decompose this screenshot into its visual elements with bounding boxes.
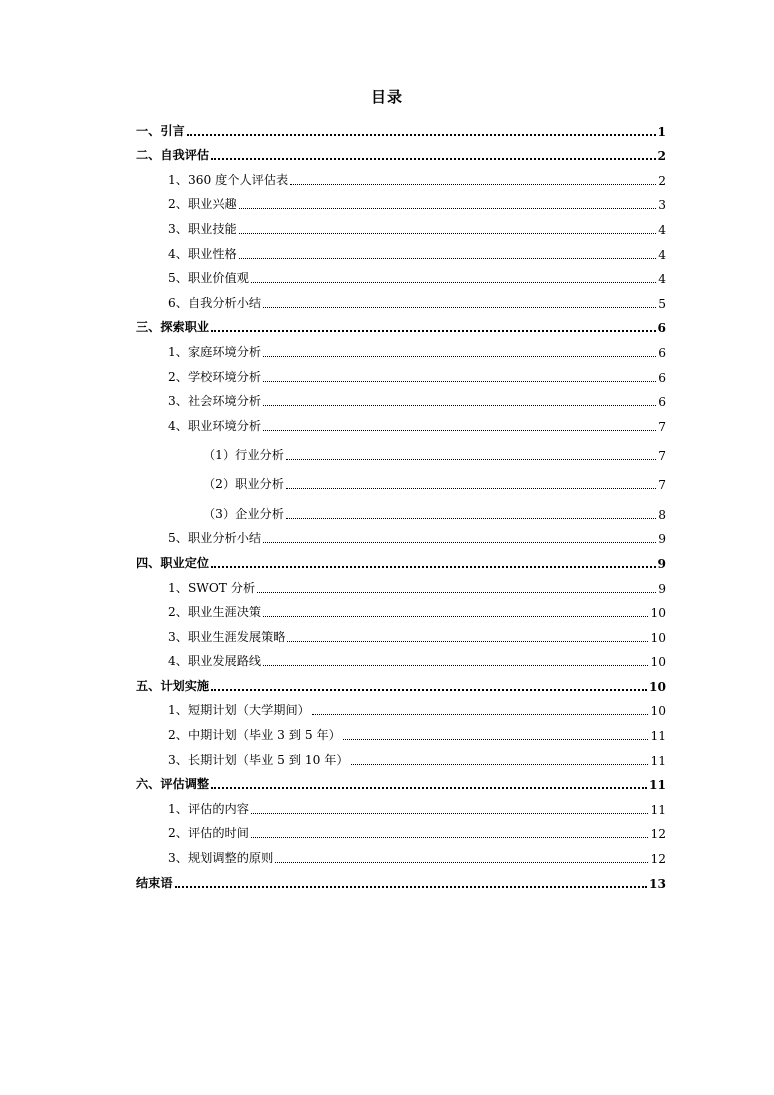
toc-dot-leader <box>263 307 656 308</box>
toc-entry-label: （1）行业分析 <box>203 447 284 462</box>
toc-entry-page-number: 4 <box>658 222 666 237</box>
toc-entry[interactable] <box>136 190 666 215</box>
toc-entry-label: 1、评估的内容 <box>168 801 249 816</box>
toc-entry-label: （2）职业分析 <box>203 476 284 491</box>
toc-entry-page-number: 10 <box>650 606 666 621</box>
toc-entry[interactable] <box>136 264 666 289</box>
toc-entry[interactable] <box>136 598 666 623</box>
toc-entry-label: 3、社会环境分析 <box>168 394 262 409</box>
toc-dot-leader <box>175 886 647 888</box>
toc-entry[interactable] <box>136 868 666 893</box>
toc-entry-label: 3、职业技能 <box>168 221 237 236</box>
toc-entry-label: 五、计划实施 <box>136 678 210 693</box>
toc-entry-label: 4、职业环境分析 <box>168 418 262 433</box>
toc-entry-page-number: 10 <box>649 679 666 694</box>
toc-entry-label: 1、360 度个人评估表 <box>168 172 289 187</box>
toc-dot-leader <box>239 258 657 259</box>
toc-dot-leader <box>263 405 656 406</box>
toc-entry-label: 4、职业发展路线 <box>168 654 262 669</box>
toc-entry-page-number: 2 <box>658 173 666 188</box>
toc-dot-leader <box>286 488 656 489</box>
toc-entry[interactable] <box>136 794 666 819</box>
toc-entry[interactable] <box>136 720 666 745</box>
toc-entry-page-number: 11 <box>650 753 666 768</box>
toc-entry-page-number: 10 <box>650 655 666 670</box>
toc-entry-label: 2、评估的时间 <box>168 826 249 841</box>
toc-dot-leader <box>239 208 657 209</box>
toc-entry-label: 结束语 <box>136 875 173 890</box>
toc-entry[interactable] <box>136 696 666 721</box>
toc-dot-leader <box>343 739 649 740</box>
toc-entry-page-number: 9 <box>658 532 666 547</box>
toc-entry-label: （3）企业分析 <box>203 506 284 521</box>
toc-entry-page-number: 7 <box>658 448 666 463</box>
toc-dot-leader <box>239 233 657 234</box>
toc-entry[interactable] <box>136 622 666 647</box>
toc-dot-leader <box>211 330 655 332</box>
toc-entry-page-number: 3 <box>658 198 666 213</box>
toc-entry[interactable] <box>136 165 666 190</box>
toc-entry[interactable] <box>136 387 666 412</box>
toc-entry[interactable] <box>136 548 666 573</box>
toc-entry-label: 3、规划调整的原则 <box>168 851 274 866</box>
toc-dot-leader <box>312 714 649 715</box>
toc-entry-page-number: 4 <box>658 247 666 262</box>
toc-dot-leader <box>211 158 655 160</box>
toc-entry[interactable] <box>136 141 666 166</box>
toc-dot-leader <box>263 356 656 357</box>
toc-entry-page-number: 11 <box>650 729 666 744</box>
toc-dot-leader <box>286 459 656 460</box>
toc-dot-leader <box>251 282 656 283</box>
toc-entry-label: 2、职业兴趣 <box>168 197 237 212</box>
toc-entry-page-number: 12 <box>650 827 666 842</box>
toc-dot-leader <box>263 665 648 666</box>
toc-entry[interactable] <box>136 214 666 239</box>
toc-entry-label: 2、职业生涯决策 <box>168 605 262 620</box>
toc-entry[interactable] <box>136 843 666 868</box>
toc-entry-label: 3、长期计划（毕业 5 到 10 年） <box>168 752 349 767</box>
toc-entry-page-number: 6 <box>658 370 666 385</box>
toc-entry[interactable] <box>136 524 666 549</box>
toc-entry-label: 5、职业分析小结 <box>168 531 262 546</box>
toc-entry-label: 5、职业价值观 <box>168 271 249 286</box>
toc-entry[interactable] <box>136 288 666 313</box>
toc-entry-page-number: 4 <box>658 272 666 287</box>
toc-dot-leader <box>251 813 649 814</box>
toc-entry-page-number: 13 <box>649 876 666 891</box>
toc-entry-page-number: 6 <box>657 321 666 336</box>
toc-entry[interactable] <box>136 770 666 795</box>
toc-entry[interactable] <box>136 465 666 494</box>
toc-title: 目录 <box>370 88 403 106</box>
toc-dot-leader <box>263 542 656 543</box>
toc-entry-page-number: 12 <box>650 852 666 867</box>
toc-entry-page-number: 1 <box>657 124 666 139</box>
toc-entry-page-number: 11 <box>650 802 666 817</box>
toc-entry-label: 一、引言 <box>136 123 185 138</box>
toc-dot-leader <box>211 787 647 789</box>
toc-entry[interactable] <box>136 313 666 338</box>
toc-dot-leader <box>257 592 656 593</box>
toc-entry-page-number: 8 <box>658 507 666 522</box>
toc-entry[interactable] <box>136 239 666 264</box>
toc-dot-leader <box>351 764 649 765</box>
toc-entry-page-number: 9 <box>657 556 666 571</box>
toc-entry-label: 2、学校环境分析 <box>168 369 262 384</box>
toc-entry[interactable] <box>136 411 666 436</box>
toc-entry[interactable] <box>136 494 666 524</box>
toc-dot-leader <box>263 381 656 382</box>
toc-entry[interactable] <box>136 436 666 465</box>
toc-dot-leader <box>286 518 656 519</box>
toc-dot-leader <box>263 430 656 431</box>
toc-entry-page-number: 9 <box>658 581 666 596</box>
toc-entry[interactable] <box>136 819 666 844</box>
toc-dot-leader <box>290 184 656 185</box>
toc-entry-label: 二、自我评估 <box>136 148 210 163</box>
toc-dot-leader <box>211 566 655 568</box>
toc-entry-label: 2、中期计划（毕业 3 到 5 年） <box>168 728 341 743</box>
toc-entry[interactable] <box>136 647 666 672</box>
toc-entry-page-number: 10 <box>650 630 666 645</box>
toc-entry[interactable] <box>136 671 666 696</box>
toc-entry-label: 3、职业生涯发展策略 <box>168 629 286 644</box>
toc-entry-page-number: 11 <box>649 778 666 793</box>
toc-entry-label: 4、职业性格 <box>168 246 237 261</box>
toc-entry-page-number: 6 <box>658 395 666 410</box>
toc-entry-label: 1、短期计划（大学期间） <box>168 703 310 718</box>
toc-dot-leader <box>251 837 649 838</box>
toc-entry-page-number: 6 <box>658 345 666 360</box>
toc-entry-label: 1、SWOT 分析 <box>168 580 256 595</box>
toc-entry-label: 六、评估调整 <box>136 777 210 792</box>
toc-entry[interactable] <box>136 362 666 387</box>
toc-entry[interactable] <box>136 116 666 141</box>
toc-dot-leader <box>275 862 648 863</box>
toc-entry[interactable] <box>136 745 666 770</box>
toc-entry-page-number: 5 <box>658 296 666 311</box>
toc-entry-label: 三、探索职业 <box>136 320 210 335</box>
toc-dot-leader <box>287 641 648 642</box>
toc-dot-leader <box>211 689 647 691</box>
toc-entry[interactable] <box>136 573 666 598</box>
toc-entry-page-number: 7 <box>658 477 666 492</box>
toc-list <box>136 116 666 893</box>
toc-dot-leader <box>187 134 656 136</box>
toc-dot-leader <box>263 616 648 617</box>
toc-entry-page-number: 10 <box>650 704 666 719</box>
toc-entry-label: 四、职业定位 <box>136 555 210 570</box>
toc-entry[interactable] <box>136 337 666 362</box>
toc-entry-page-number: 2 <box>657 149 666 164</box>
toc-entry-page-number: 7 <box>658 419 666 434</box>
toc-entry-label: 1、家庭环境分析 <box>168 344 262 359</box>
toc-entry-label: 6、自我分析小结 <box>168 295 262 310</box>
